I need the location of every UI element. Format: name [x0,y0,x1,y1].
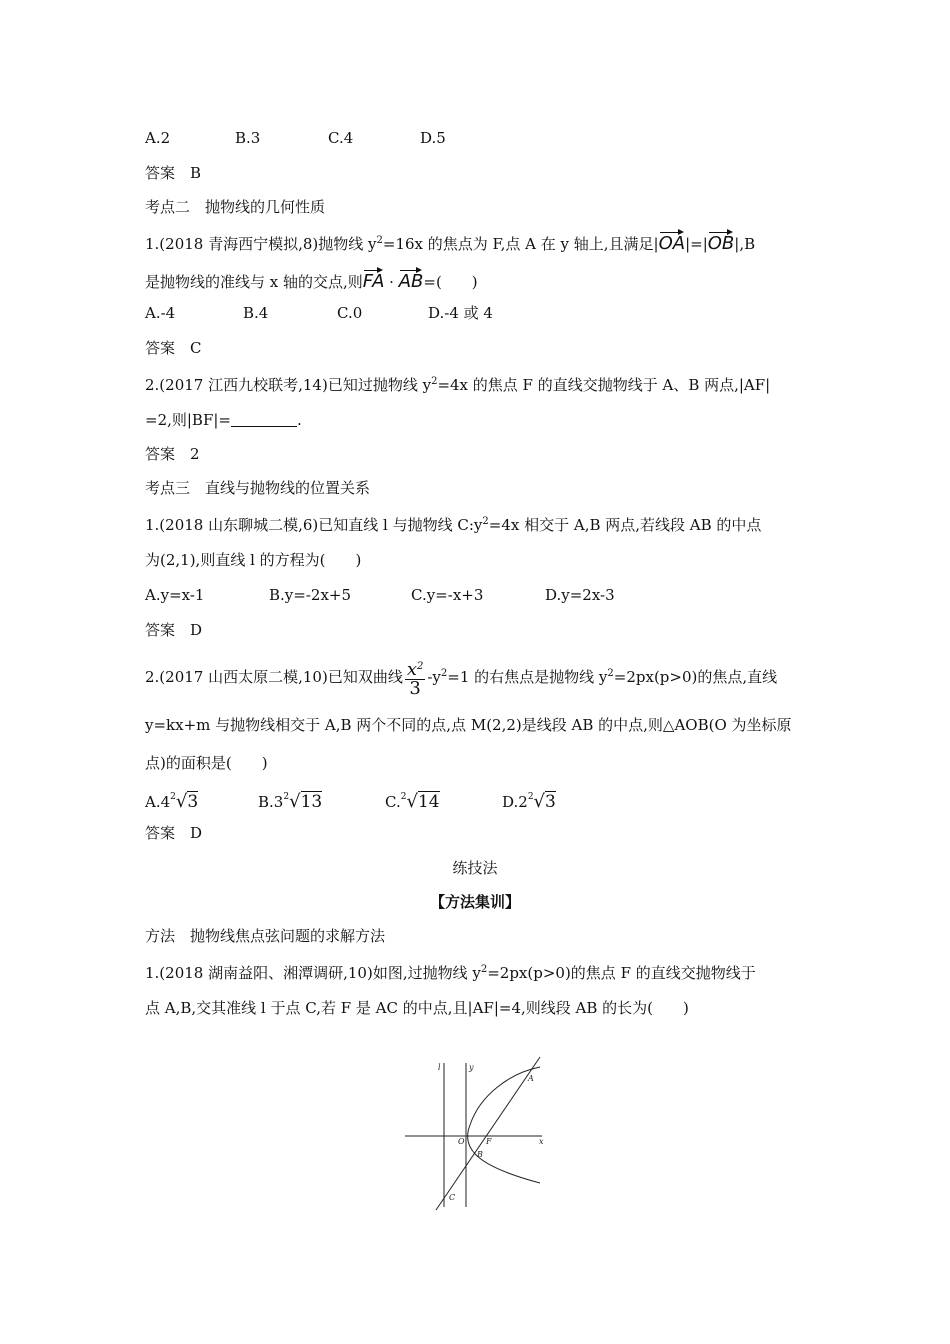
question-text: 是抛物线的准线与 x 轴的交点,则 [145,273,363,291]
question-text: =4x 相交于 A,B 两点,若线段 AB 的中点 [488,516,762,534]
option-a: A.2 [145,129,171,147]
practice-title: 练技法 [452,859,498,877]
superscript: 2 [607,668,614,679]
question-line [145,372,770,395]
option-c: C.y=-x+3 [411,586,484,604]
option-d: $D.2^2√3$ [502,791,556,812]
option-d: D.5 [420,129,446,147]
option-c: C.$^2$√14 [385,791,440,812]
question-line [145,512,761,535]
question-line: 为(2,1),则直线 l 的方程为( ) [145,551,362,569]
question-text: =2,则|BF|= [145,411,231,429]
answer-blank [231,412,297,427]
question-text: =( ) [423,273,478,291]
fraction [405,658,426,698]
label-f: F [486,1137,492,1146]
parabola-figure [400,1055,550,1215]
question-line: y=kx+m 与抛物线相交于 A,B 两个不同的点,点 M(2,2)是线段 AB 的中点,则△AOB(O 为坐标原 [145,716,792,734]
option-b: B.3 [235,129,261,147]
option-d: D.y=2x-3 [545,586,615,604]
question-line [145,652,777,699]
section-heading: 考点三 直线与抛物线的位置关系 [145,479,371,497]
label-x: x [539,1137,544,1146]
radical-sign: √ [533,791,546,812]
fraction-denominator: 3 [409,678,421,699]
question-line: 点 A,B,交其准线 l 于点 C,若 F 是 AC 的中点,且|AF|=4,则线段 AB 的长为( ) [145,999,689,1017]
option-a: A.y=x-1 [145,586,205,604]
question-line [145,268,478,292]
question-line: 点)的面积是( ) [145,754,268,772]
option-b: $B.3^2√13$ [258,791,323,812]
superscript: 2 [440,668,448,679]
q0-answer: 答案 B [145,164,202,182]
option-c: C.0 [337,304,363,322]
question-line [145,960,756,983]
superscript: 2 [480,964,488,975]
question-text: =16x 的焦点为 F,点 A 在 y 轴上,且满足| [382,235,659,253]
label-c: C [449,1193,456,1202]
question-text: =2px(p>0)的焦点 F 的直线交抛物线于 [487,964,756,982]
vector-ob: OB [708,230,735,254]
answer: 答案 D [145,621,203,639]
vector-ab: AB [399,268,424,292]
option-b: B.4 [243,304,269,322]
question-text: =4x 的焦点 F 的直线交抛物线于 A、B 两点,|AF| [437,376,771,394]
dot-operator: · [384,273,399,291]
question-text: 1.(2018 湖南益阳、湘潭调研,10)如图,过抛物线 y [145,964,481,982]
option-c: C.4 [328,129,354,147]
vector-fa: FA [363,268,385,292]
label-l: l [438,1063,441,1072]
method-title: 【方法集训】 [429,893,520,911]
section-heading: 考点二 抛物线的几何性质 [145,198,326,216]
radical-sign: √ [175,791,188,812]
question-text: 1.(2018 山东聊城二模,6)已知直线 l 与抛物线 C:y [145,516,483,534]
vector-oa: OA [659,230,685,254]
radical-sign: √ [289,791,301,812]
question-text: |,B [734,235,756,253]
question-line [145,230,755,254]
question-line [145,410,302,430]
question-text: |=| [685,235,708,253]
superscript: 2 [376,235,383,246]
focal-chord [436,1057,540,1210]
question-text: -y [427,668,441,686]
radical-sign: √ [406,791,418,812]
option-a: $A.4^2√3$ [145,791,199,812]
label-a: A [528,1074,534,1083]
answer: 答案 D [145,824,203,842]
label-o: O [458,1137,465,1146]
option-b: B.y=-2x+5 [269,586,352,604]
question-text: 1.(2018 青海西宁模拟,8)抛物线 y [145,235,377,253]
fraction-numerator: $x^2$ [406,659,424,680]
label-b: B [477,1150,483,1159]
question-text: 2.(2017 山西太原二模,10)已知双曲线 [145,668,403,686]
answer: 答案 2 [145,445,200,463]
option-a: A.-4 [145,304,176,322]
question-text: . [297,411,302,429]
method-heading: 方法 抛物线焦点弦问题的求解方法 [145,927,386,945]
option-d: D.-4 或 4 [428,304,493,322]
parabola-curve [468,1067,540,1183]
question-text: 2.(2017 江西九校联考,14)已知过抛物线 y [145,376,432,394]
superscript: 2 [482,516,489,527]
question-text: =1 的右焦点是抛物线 y [447,668,608,686]
label-y: y [469,1063,474,1072]
question-text: =2px(p>0)的焦点,直线 [613,668,778,686]
answer: 答案 C [145,339,202,357]
superscript: 2 [431,376,438,387]
